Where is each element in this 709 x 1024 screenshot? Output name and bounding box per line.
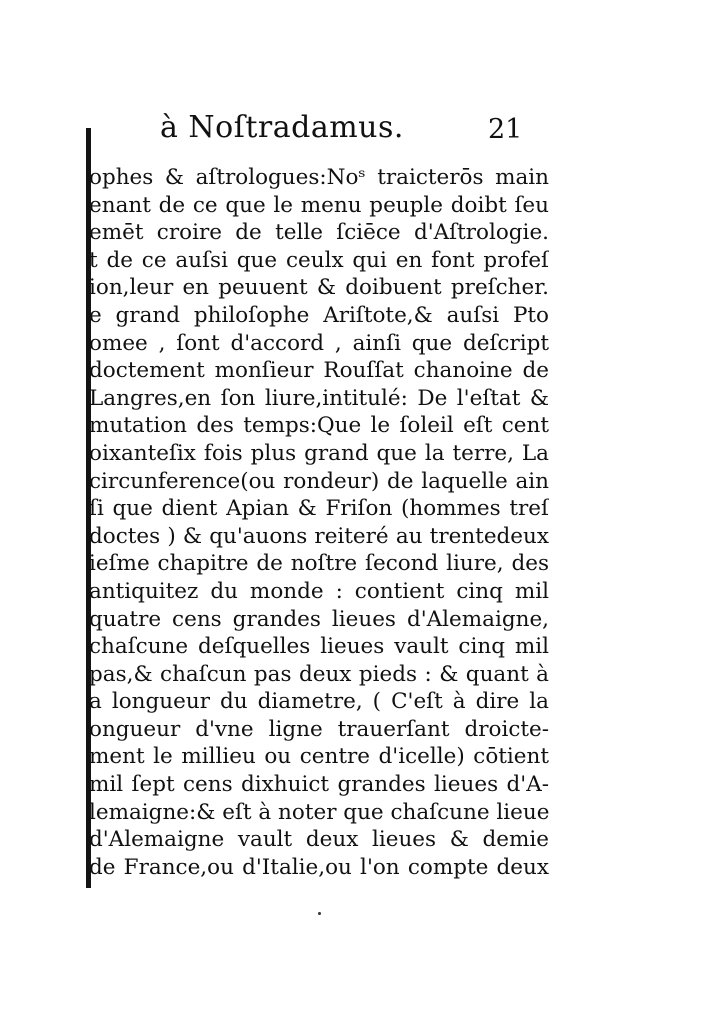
text-line: Langres,en ſon liure,intitulé: De l'eſtat & — [89, 385, 549, 411]
text-line: lemaigne:& eſt à noter que chaſcune lieue — [89, 799, 549, 825]
text-line: circunference(ou rondeur) de laquelle ain — [89, 468, 549, 494]
paper-speck — [318, 912, 321, 915]
text-line: omee , ſont d'accord , ainſi que deſcript — [89, 330, 549, 356]
text-line: ieſme chapitre de noſtre ſecond liure, des — [89, 551, 549, 577]
text-line: enant de ce que le menu peuple doibt ſeu — [89, 192, 549, 218]
text-line: ſi que dient Apian & Friſon (hommes treſ — [89, 496, 549, 522]
running-title: à Noſtradamus. — [160, 110, 404, 145]
text-line: ongueur d'vne ligne trauerſant droicte- — [89, 716, 549, 742]
text-line: e grand philoſophe Ariſtote,& auſsi Pto — [89, 302, 549, 328]
text-line: doctes ) & qu'auons reiteré au trentedeux — [89, 523, 549, 549]
text-line: d'Alemaigne vault deux lieues & demie — [89, 827, 549, 853]
text-line: a longueur du diametre, ( C'eſt à dire la — [89, 689, 549, 715]
text-line: de France,ou d'Italie,ou l'on compte deux — [89, 854, 549, 880]
text-line: pas,& chaſcun pas deux pieds : & quant à — [89, 661, 549, 687]
text-line: emēt croire de telle ſciēce d'Aſtrologie. — [89, 220, 549, 246]
text-line: ment le millieu ou centre d'icelle) cōtient — [89, 744, 549, 770]
body-text — [89, 164, 549, 881]
text-line: oixanteſix fois plus grand que la terre, La — [89, 440, 549, 466]
page-number: 21 — [488, 114, 523, 145]
text-line: mil ſept cens dixhuict grandes lieues d'A- — [89, 772, 549, 798]
text-line: ophes & aſtrologues:Noˢ traicterōs main — [89, 165, 549, 190]
text-line: antiquitez du monde : contient cinq mil — [89, 578, 549, 604]
text-line: chaſcune deſquelles lieues vault cinq mil — [89, 634, 549, 660]
text-line: mutation des temps:Que le ſoleil eſt cent — [89, 413, 549, 439]
text-line: quatre cens grandes lieues d'Alemaigne, — [89, 606, 549, 632]
text-line: t de ce auſsi que ceulx qui en font profeſ — [89, 247, 549, 273]
text-line: doctement monſieur Rouſſat chanoine de — [89, 358, 549, 384]
text-line: ion,leur en peuuent & doibuent preſcher. — [89, 275, 549, 301]
